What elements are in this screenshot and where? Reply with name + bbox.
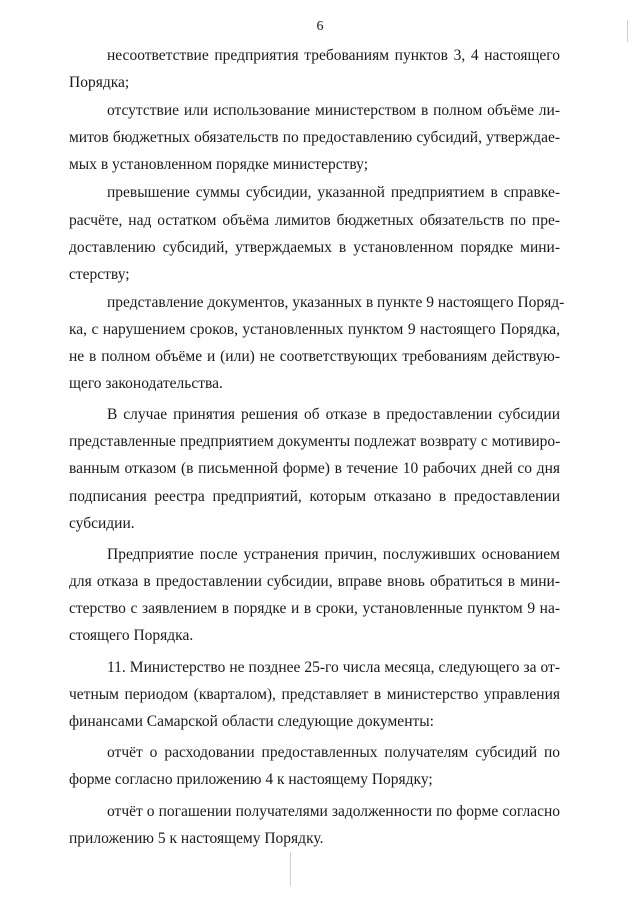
text-line: субсидии. [69,514,135,532]
text-line: Порядка; [69,74,130,92]
text-line: превышение суммы субсидии, указанной предприятием в справке- [107,184,560,202]
paragraph-reapply [69,541,560,649]
text-line: четным периодом (кварталом), представляет в министерство управления [69,686,560,704]
text-line: стерству; [69,265,130,283]
scan-artifact [290,852,291,886]
text-line: финансами Самарской области следующие документы: [69,713,434,731]
page-number: 6 [316,19,324,34]
scan-artifact [627,20,628,42]
paragraph-expense-report [69,739,560,793]
text-line: отчёт о расходовании предоставленных получателям субсидий по [107,744,560,762]
text-line: подписания реестра предприятий, которым отказано в предоставлении [69,487,560,505]
text-line: представленные предприятием документы подлежат возврату с мотивиро- [69,433,561,451]
paragraph-excess-amount [69,179,560,287]
text-line: несоответствие предприятия требованиям пунктов 3, 4 настоящего [107,47,560,64]
paragraph-item-11 [69,654,560,735]
text-line: В случае принятия решения об отказе в предоставлении субсидии [107,406,560,424]
text-line: Предприятие после устранения причин, послуживших основанием [107,545,560,563]
text-line: ка, с нарушением сроков, установленных пунктом 9 настоящего Порядка, [69,320,560,338]
text-line: щего законодательства. [69,375,223,393]
paragraph-refusal [69,401,560,536]
paragraph-debt-report [69,798,560,852]
text-line: стоящего Порядка. [69,626,194,644]
text-line: отчёт о погашении получателями задолженности по форме согласно [107,802,560,820]
text-line: форме согласно приложению 4 к настоящему Порядку; [69,771,433,789]
text-line: не в полном объёме и (или) не соответствующих требованиям действую- [69,348,560,366]
text-line: митов бюджетных обязательств по предоставлению субсидий, утверждае- [69,129,560,147]
text-line: доставлению субсидий, утверждаемых в установленном порядке мини- [69,238,560,256]
document-body [69,42,565,852]
text-line: отсутствие или использование министерством в полном объёме ли- [107,102,560,120]
text-line: приложению 5 к настоящему Порядку. [69,829,324,847]
text-line: ванным отказом (в письменной форме) в течение 10 рабочих дней со дня [69,460,560,478]
text-line: расчёте, над остатком объёма лимитов бюджетных обязательств по пре- [69,211,560,229]
paragraph-documents [69,289,565,397]
text-line: для отказа в предоставлении субсидии, вправе вновь обратиться в мини- [69,572,560,590]
text-line: представление документов, указанных в пункте 9 настоящего Поряд- [107,293,565,311]
paragraph-nonconformity [69,42,560,96]
text-line: мых в установленном порядке министерству; [69,156,368,174]
text-line: 11. Министерство не позднее 25-го числа месяца, следующего за от- [107,659,560,677]
paragraph-limits [69,97,560,178]
text-line: стерство с заявлением в порядке и в сроки, установленные пунктом 9 на- [69,599,560,617]
